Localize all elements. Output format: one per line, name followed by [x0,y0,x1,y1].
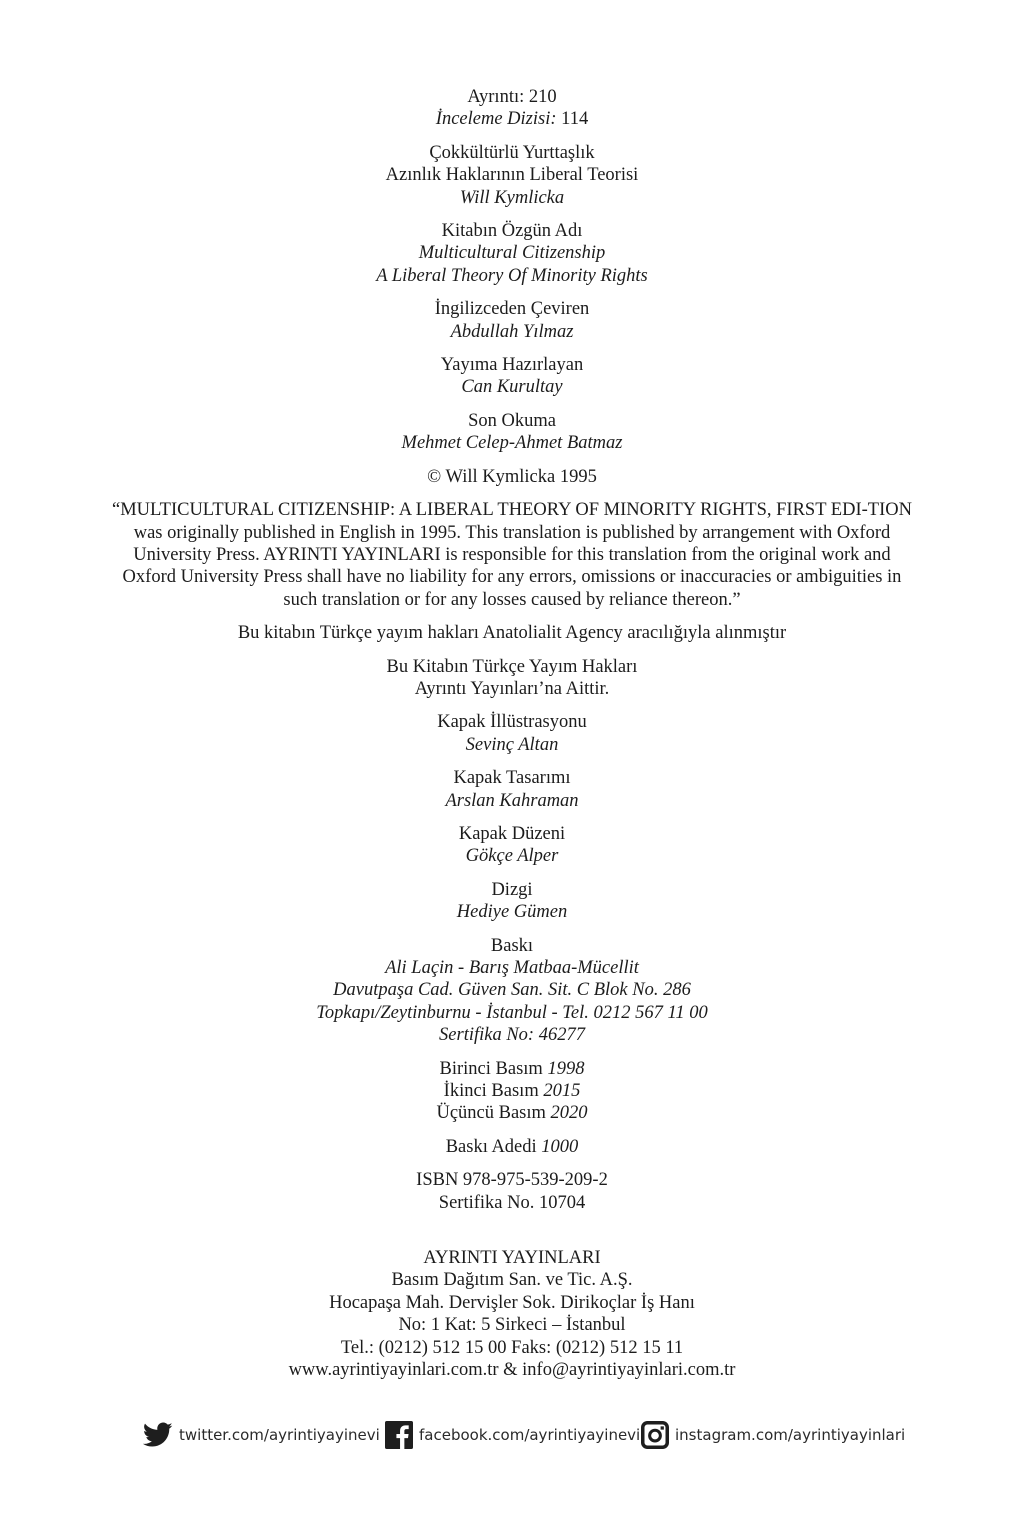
original-title-label: Kitabın Özgün Adı [441,221,583,242]
cover-design-name: Arslan Kahraman [445,790,579,811]
cover-illustration-block [0,711,1024,756]
instagram-icon [641,1421,669,1449]
twitter-link[interactable] [143,1418,380,1452]
publisher-block [0,1247,1024,1381]
translator-label: İngilizceden Çeviren [434,299,590,320]
proofread-block [0,410,1024,455]
series-number: Ayrıntı: 210 [467,87,557,107]
agency-line: Bu kitabın Türkçe yayım hakları Anatolialit Agency aracılığıyla alınmıştır [237,623,787,644]
original-title-block [0,220,1024,287]
publisher-address-1: Hocapaşa Mah. Dervişler Sok. Dirikoçlar İş Hanı [329,1292,695,1313]
publisher-phone: Tel.: (0212) 512 15 00 Faks: (0212) 512 15 11 [340,1337,684,1358]
typesetting-label: Dizgi [491,879,533,900]
twitter-link-text: twitter.com/ayrintiyayinevi [179,1426,380,1444]
printer-city-phone: Topkapı/Zeytinburnu - İstanbul - Tel. 0212 567 11 00 [316,1002,708,1023]
editor-label: Yayıma Hazırlayan [440,355,584,376]
publisher-certificate: Sertifika No. 10704 [438,1192,586,1213]
edition-label: Üçüncü Basım [436,1103,551,1124]
series-subtitle-label: İnceleme Dizisi: [435,109,557,130]
print-run-label: Baskı Adedi [445,1136,542,1157]
instagram-link-text: instagram.com/ayrintiyayinlari [675,1426,906,1444]
cover-design-label: Kapak Tasarımı [453,768,571,789]
typesetting-name: Hediye Gümen [456,902,568,923]
print-label: Baskı [490,935,534,956]
isbn-block [0,1169,1024,1214]
cover-illustration-name: Sevinç Altan [465,734,559,755]
facebook-link[interactable] [385,1418,640,1452]
copyright-block [0,466,1024,488]
twitter-icon [143,1422,173,1448]
copyright-line: © Will Kymlicka 1995 [427,466,597,487]
cover-layout-label: Kapak Düzeni [458,823,566,844]
series-subtitle [0,108,1024,130]
edition-label: İkinci Basım [443,1081,544,1102]
book-author: Will Kymlicka [459,187,565,208]
proofread-name: Mehmet Celep-Ahmet Batmaz [401,433,623,454]
series-subtitle-number: 114 [556,109,589,130]
license-notice: “MULTICULTURAL CITIZENSHIP: A LIBERAL THEORY OF MINORITY RIGHTS, FIRST EDI-TION was originally published in English in 1995. This translation is published by arrangement with Oxford University Press. AYRINTI YAYINLARI is responsible for this translation from the original work and Oxford University Press shall have no liability for any errors, omissions or inaccuracies or ambiguities in such translation or for any losses caused by reliance thereon.” [112,500,912,610]
translator-block [0,298,1024,343]
colophon-page [0,86,1024,1393]
publisher-address-2: No: 1 Kat: 5 Sirkeci – İstanbul [398,1315,626,1336]
publisher-web: www.ayrintiyayinlari.com.tr & info@ayrintiyayinlari.com.tr [288,1360,736,1381]
edition-label: Birinci Basım [439,1058,548,1079]
printer-address: Davutpaşa Cad. Güven San. Sit. C Blok No. 286 [333,980,691,1001]
agency-block [0,622,1024,644]
book-title: Çokkültürlü Yurttaşlık [429,142,595,163]
print-run-block [0,1136,1024,1158]
instagram-link[interactable] [641,1418,905,1452]
proofread-label: Son Okuma [468,410,556,431]
editor-name: Can Kurultay [461,377,563,398]
book-subtitle: Azınlık Haklarının Liberal Teorisi [385,165,639,186]
cover-design-block [0,767,1024,812]
printer-name: Ali Laçin - Barış Matbaa-Mücellit [385,958,639,978]
isbn: ISBN 978-975-539-209-2 [416,1170,608,1191]
translator-name: Abdullah Yılmaz [450,321,574,342]
print-run-value: 1000 [541,1136,579,1157]
edition-line [0,1080,1024,1102]
work-block [0,142,1024,209]
print-run-line [0,1136,1024,1158]
printer-certificate: Sertifika No: 46277 [439,1025,585,1046]
editor-block [0,354,1024,399]
social-links [0,1418,1024,1452]
edition-line [0,1058,1024,1080]
original-subtitle: A Liberal Theory Of Minority Rights [376,265,648,286]
facebook-link-text: facebook.com/ayrintiyayinevi [419,1426,641,1444]
series-block [0,86,1024,131]
facebook-icon [385,1421,413,1449]
publisher-name: AYRINTI YAYINLARI [423,1248,601,1269]
print-block [0,935,1024,1047]
rights-line-2: Ayrıntı Yayınları’na Aittir. [414,678,610,699]
typesetting-block [0,879,1024,924]
original-title: Multicultural Citizenship [418,243,606,264]
edition-year: 2020 [550,1103,588,1124]
publisher-company: Basım Dağıtım San. ve Tic. A.Ş. [391,1270,633,1291]
edition-year: 1998 [547,1058,585,1079]
editions-block [0,1058,1024,1125]
rights-line-1: Bu Kitabın Türkçe Yayım Hakları [386,656,638,677]
cover-layout-name: Gökçe Alper [465,846,559,867]
cover-illustration-label: Kapak İllüstrasyonu [437,712,587,733]
edition-year: 2015 [543,1081,581,1102]
cover-layout-block [0,823,1024,868]
edition-line [0,1102,1024,1124]
rights-block [0,656,1024,701]
